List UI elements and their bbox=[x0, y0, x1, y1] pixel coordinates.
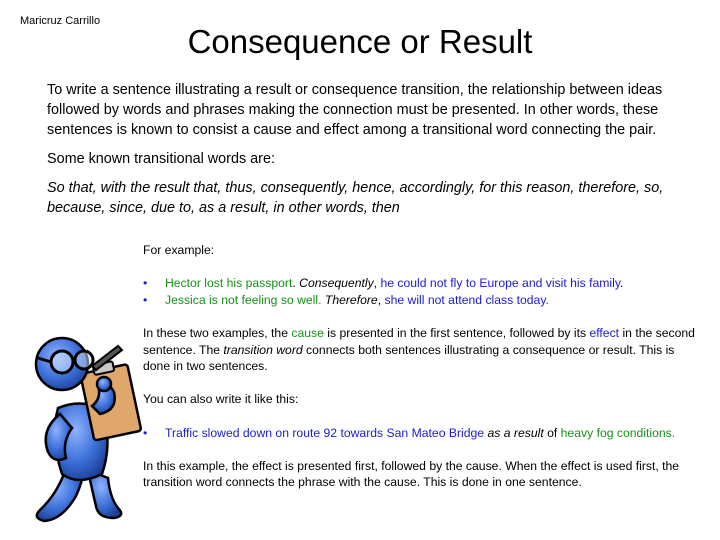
explain-text: connects both sentences illustrating a consequence or result. This is done in two sentences. bbox=[143, 342, 675, 374]
also-write-label: You can also write it like this: bbox=[143, 392, 299, 407]
bullet-dot: • bbox=[143, 276, 148, 291]
clipboard-person-illustration-icon bbox=[18, 318, 158, 528]
transitional-words-list: So that, with the result that, thus, consequently, hence, accordingly, for this reason, therefore, so, because, since, due to, as a result, in other words, then bbox=[47, 180, 664, 216]
known-words-label: Some known transitional words are: bbox=[47, 151, 275, 167]
cause-text: Jessica is not feeling so well. bbox=[165, 292, 322, 307]
author-name: Maricruz Carrillo bbox=[20, 15, 101, 27]
transition-text: Consequently bbox=[299, 276, 374, 291]
slide-title: Consequence or Result bbox=[187, 23, 533, 60]
example-bullet-1 bbox=[143, 275, 698, 292]
explanation-paragraph-1 bbox=[143, 325, 698, 375]
example-bullet-3 bbox=[143, 425, 698, 442]
example-heading: For example: bbox=[143, 243, 215, 257]
explain-text: is presented in the first sentence, followed by its bbox=[323, 325, 590, 340]
cause-word: cause bbox=[291, 325, 324, 340]
transition-text: Therefore bbox=[324, 292, 378, 307]
separator: . bbox=[620, 276, 624, 291]
intro-paragraph: To write a sentence illustrating a result or consequence transition, the relationship between ideas followed by words and phrases making the connection must be presented. In other words, these sentences is known to consist a cause and effect among a transitional word connecting the pair. bbox=[47, 82, 663, 138]
transition-text: as a result bbox=[487, 425, 544, 440]
separator: , bbox=[377, 292, 385, 307]
bullet-dot: • bbox=[143, 425, 148, 440]
separator: of bbox=[543, 425, 561, 440]
separator: . bbox=[292, 276, 300, 291]
explain-text: In these two examples, the bbox=[143, 325, 292, 340]
effect-word: effect bbox=[589, 325, 620, 340]
explain-text: in the second sentence. The bbox=[143, 325, 695, 357]
explanation-paragraph-2: In this example, the effect is presented first, followed by the cause. When the effect is used first, the transition word connects the phrase with the cause. This is done in one sentence. bbox=[143, 458, 680, 490]
bullet-dot: • bbox=[143, 292, 148, 307]
effect-text: she will not attend class today. bbox=[384, 292, 549, 307]
cause-text: heavy fog conditions. bbox=[560, 425, 676, 440]
example-section bbox=[143, 242, 698, 491]
example-bullet-2 bbox=[143, 292, 698, 309]
transition-word: transition word bbox=[223, 342, 303, 357]
cause-text: Hector lost his passport bbox=[165, 276, 293, 291]
effect-text: Traffic slowed down on route 92 towards San Mateo Bridge bbox=[165, 425, 485, 440]
effect-text: he could not fly to Europe and visit his family bbox=[380, 276, 621, 291]
separator: , bbox=[373, 276, 381, 291]
main-text bbox=[47, 80, 687, 227]
